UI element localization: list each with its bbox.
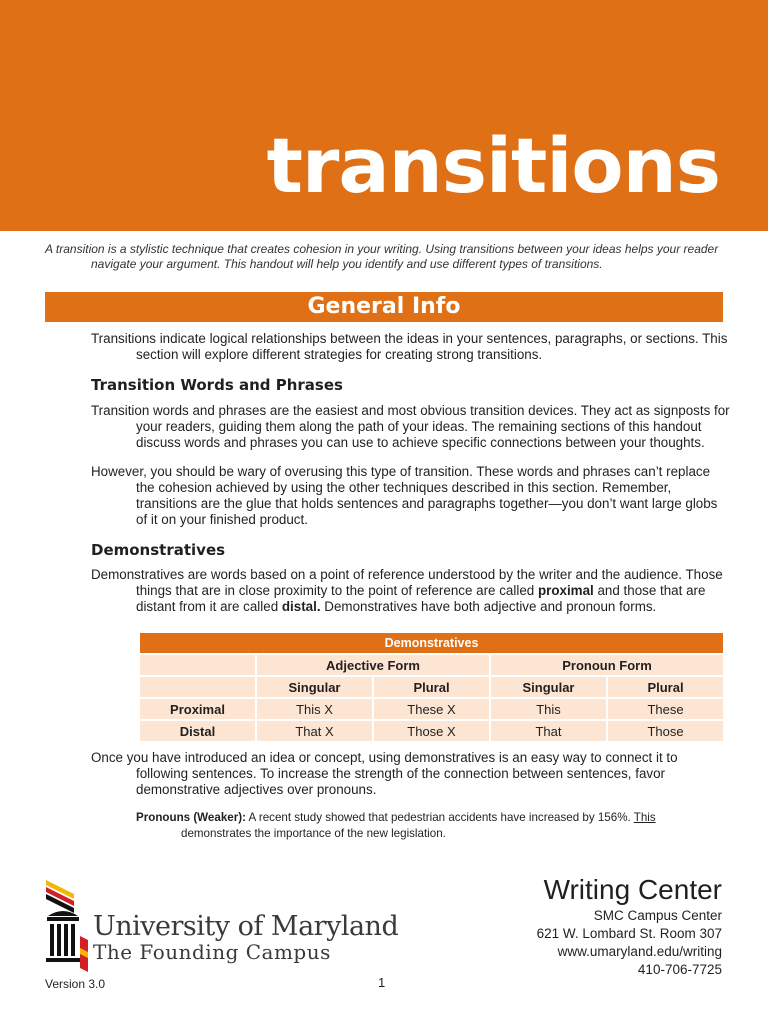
table-cell: Those — [608, 721, 723, 741]
demonstrative-usage-paragraph: Once you have introduced an idea or concept, using demonstratives is an easy way to connect it to following sentences. To increase the strength of the connection between sentences, favor demonstrative adjectives over pronouns. — [91, 750, 678, 797]
logo-university-name: University of Maryland — [93, 911, 399, 942]
contact-block — [537, 873, 722, 979]
table-col-header: Singular — [257, 677, 372, 697]
table-cell: These X — [374, 699, 489, 719]
pronoun-example: Pronouns (Weaker): A recent study showed that pedestrian accidents have increased by 156%. This demonstrates the importance of the new legislation. — [136, 811, 656, 840]
demonstratives-table — [138, 631, 725, 743]
table-corner-cell — [140, 655, 255, 675]
row-label-proximal: Proximal — [140, 699, 255, 719]
logo-subtitle: The Founding Campus — [93, 940, 331, 964]
contact-address: 621 W. Lombard St. Room 307 — [536, 926, 722, 941]
writing-center-title: Writing Center — [543, 874, 722, 905]
page-title: transitions — [266, 121, 720, 210]
contact-website: www.umaryland.edu/writing — [557, 944, 722, 959]
table-cell: That X — [257, 721, 372, 741]
page-number: 1 — [378, 975, 386, 990]
table-col-header: Plural — [374, 677, 489, 697]
table-cell: That — [491, 721, 606, 741]
row-label-distal: Distal — [140, 721, 255, 741]
contact-phone: 410-706-7725 — [637, 962, 722, 977]
term-distal: distal. — [281, 599, 321, 614]
table-row — [140, 699, 723, 719]
general-info-paragraph: Transitions indicate logical relationships between the ideas in your sentences, paragraphs, or sections. This section will explore different strategies for creating strong transitions. — [91, 331, 728, 362]
table-cell: These — [608, 699, 723, 719]
intro-text: A transition is a stylistic technique that creates cohesion in your writing. Using transitions between your ideas helps your reader navigate your argument. This handout will help you identify and use different types of transitions. — [45, 242, 719, 271]
table-cell: Those X — [374, 721, 489, 741]
demonstratives-paragraph: Demonstratives are words based on a point of reference understood by the writer and the audience. Those things that are in close proximity to the point of reference are called proximal and those that are distant from it are called distal. Demonstratives have both adjective and pronoun forms. — [91, 567, 723, 614]
table-col-header: Plural — [608, 677, 723, 697]
heading-demonstratives: Demonstratives — [91, 541, 226, 559]
table-title: Demonstratives — [140, 633, 723, 653]
example-underlined-word: This — [633, 811, 656, 824]
title-banner — [0, 0, 768, 231]
heading-transition-words: Transition Words and Phrases — [91, 376, 343, 394]
table-group-pronoun: Pronoun Form — [491, 655, 723, 675]
example-label: Pronouns (Weaker): — [136, 811, 246, 824]
contact-building: SMC Campus Center — [593, 908, 722, 923]
table-group-adjective: Adjective Form — [257, 655, 489, 675]
table-blank-cell — [140, 677, 255, 697]
university-logo — [44, 876, 424, 976]
table-cell: This X — [257, 699, 372, 719]
table-cell: This — [491, 699, 606, 719]
overuse-warning-paragraph: However, you should be wary of overusing this type of transition. These words and phrases can’t replace the cohesion achieved by using the other techniques described in this section. Remember, transitions are the glue that holds sentences and paragraphs together—you don’t want large globs of it on your finished product. — [91, 464, 718, 527]
version-label: Version 3.0 — [45, 977, 106, 991]
term-proximal: proximal — [537, 583, 594, 598]
university-seal-icon — [44, 876, 90, 976]
transition-words-paragraph: Transition words and phrases are the easiest and most obvious transition devices. They act as signposts for your readers, guiding them along the path of your ideas. The remaining sections of this handout discuss words and phrases you can use to achieve specific connections between your thoughts. — [91, 403, 730, 450]
table-col-header: Singular — [491, 677, 606, 697]
section-header: General Info — [45, 292, 723, 322]
table-row — [140, 721, 723, 741]
